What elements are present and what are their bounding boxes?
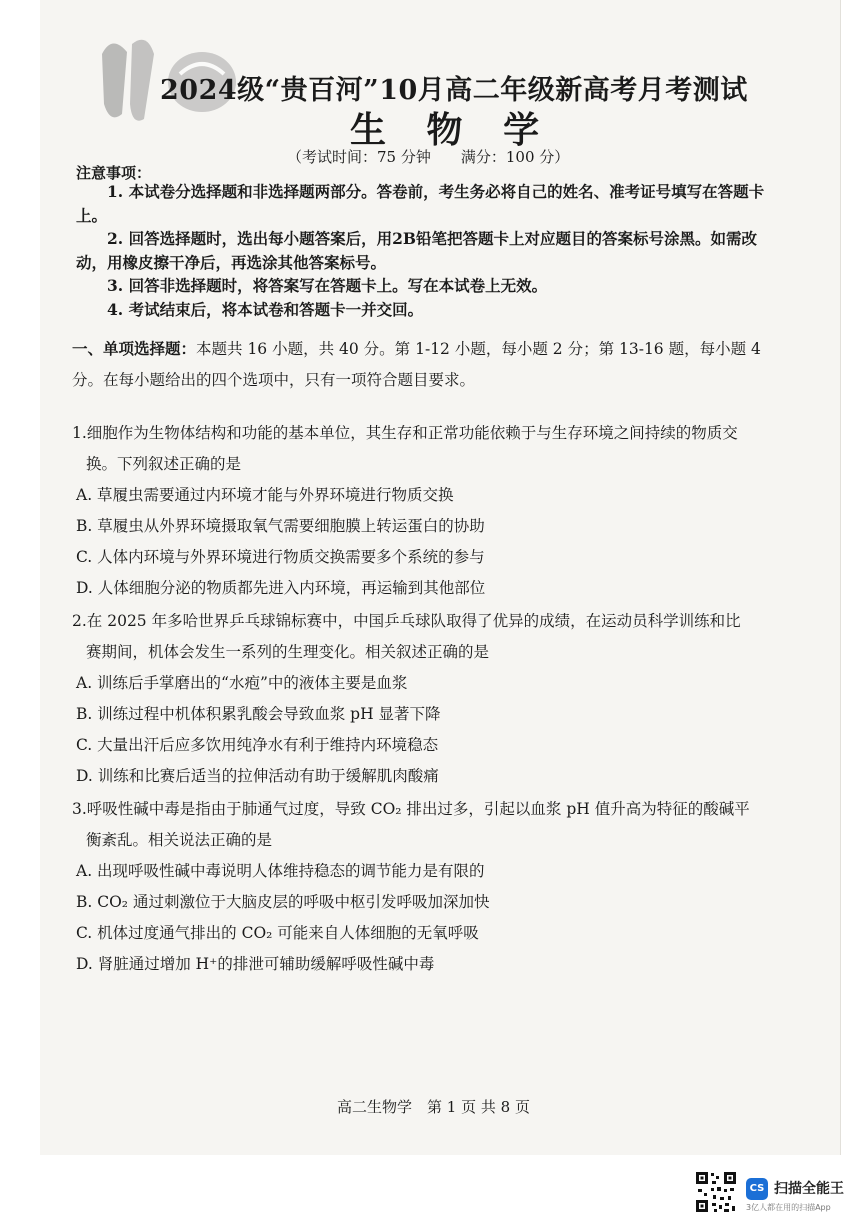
question-stem-line: 换。下列叙述正确的是	[86, 455, 242, 473]
question-stem	[72, 794, 772, 856]
question-stem-line: 1.细胞作为生物体结构和功能的基本单位，其生存和正常功能依赖于与生存环境之间持续的物质交	[72, 424, 738, 442]
exam-title: 2024级“贵百河”10月高二年级新高考月考测试	[160, 75, 748, 106]
option-d: D. 人体细胞分泌的物质都先进入内环境，再运输到其他部位	[76, 579, 486, 597]
option-c: C. 人体内环境与外界环境进行物质交换需要多个系统的参与	[76, 548, 485, 566]
question-1	[72, 418, 772, 604]
note-item: 3. 回答非选择题时，将答案写在答题卡上。写在本试卷上无效。	[107, 276, 548, 295]
option-a: A. 训练后手掌磨出的“水疱”中的液体主要是血浆	[76, 674, 408, 692]
notes-heading: 注意事项：	[76, 164, 152, 182]
option-b: B. 草履虫从外界环境摄取氧气需要细胞膜上转运蛋白的协助	[76, 517, 485, 535]
section-description: 本题共 16 小题，共 40 分。第 1-12 小题，每小题 2 分；第 13-16 题，每小题 4 分。在每小题给出的四个选项中，只有一项符合题目要求。	[72, 340, 761, 389]
note-item: 2. 回答选择题时，选出每小题答案后，用2B铅笔把答题卡上对应题目的答案标号涂黑。如需改动，用橡皮擦干净后，再选涂其他答案标号。	[76, 229, 757, 272]
option-b: B. 训练过程中机体积累乳酸会导致血浆 pH 显著下降	[76, 705, 441, 723]
option-c: C. 大量出汗后应多饮用纯净水有利于维持内环境稳态	[76, 736, 439, 754]
qr-code-icon	[694, 1170, 738, 1214]
section-header	[72, 333, 762, 396]
option-b: B. CO₂ 通过刺激位于大脑皮层的呼吸中枢引发呼吸加深加快	[76, 893, 490, 911]
scanner-app-name: 扫描全能王	[774, 1181, 844, 1197]
question-stem-line: 衡紊乱。相关说法正确的是	[86, 831, 273, 849]
option-d: D. 肾脏通过增加 H⁺的排泄可辅助缓解呼吸性碱中毒	[76, 955, 435, 973]
question-3	[72, 794, 772, 980]
section-heading: 一、单项选择题：	[72, 339, 197, 358]
question-stem	[72, 418, 772, 480]
option-a: A. 草履虫需要通过内环境才能与外界环境进行物质交换	[76, 486, 454, 504]
subject-title: 生 物 学	[350, 109, 554, 151]
option-d: D. 训练和比赛后适当的拉伸活动有助于缓解肌肉酸痛	[76, 767, 439, 785]
question-stem-line: 3.呼吸性碱中毒是指由于肺通气过度，导致 CO₂ 排出过多，引起以血浆 pH 值升高为特征的酸碱平	[72, 800, 750, 818]
note-item: 4. 考试结束后，将本试卷和答题卡一并交回。	[107, 299, 424, 319]
question-stem-line: 赛期间，机体会发生一系列的生理变化。相关叙述正确的是	[86, 643, 490, 661]
question-stem	[72, 606, 772, 668]
question-2	[72, 606, 772, 792]
exam-info: （考试时间：75 分钟 满分：100 分）	[287, 148, 570, 166]
option-c: C. 机体过度通气排出的 CO₂ 可能来自人体细胞的无氧呼吸	[76, 924, 479, 942]
scanner-watermark	[694, 1170, 854, 1218]
camscanner-logo-icon: CS	[746, 1178, 768, 1200]
question-stem-line: 2.在 2025 年多哈世界乒乓球锦标赛中，中国乒乓球队取得了优异的成绩，在运动员科学训练和比	[72, 612, 741, 630]
scanner-slogan: 3亿人都在用的扫描App	[746, 1203, 831, 1212]
note-item: 1. 本试卷分选择题和非选择题两部分。答卷前，考生务必将自己的姓名、准考证号填写在答题卡上。	[76, 182, 765, 225]
question-list	[72, 418, 772, 980]
notes-list	[76, 180, 772, 321]
option-a: A. 出现呼吸性碱中毒说明人体维持稳态的调节能力是有限的	[76, 862, 485, 880]
page-footer: 高二生物学 第 1 页 共 8 页	[337, 1098, 530, 1116]
